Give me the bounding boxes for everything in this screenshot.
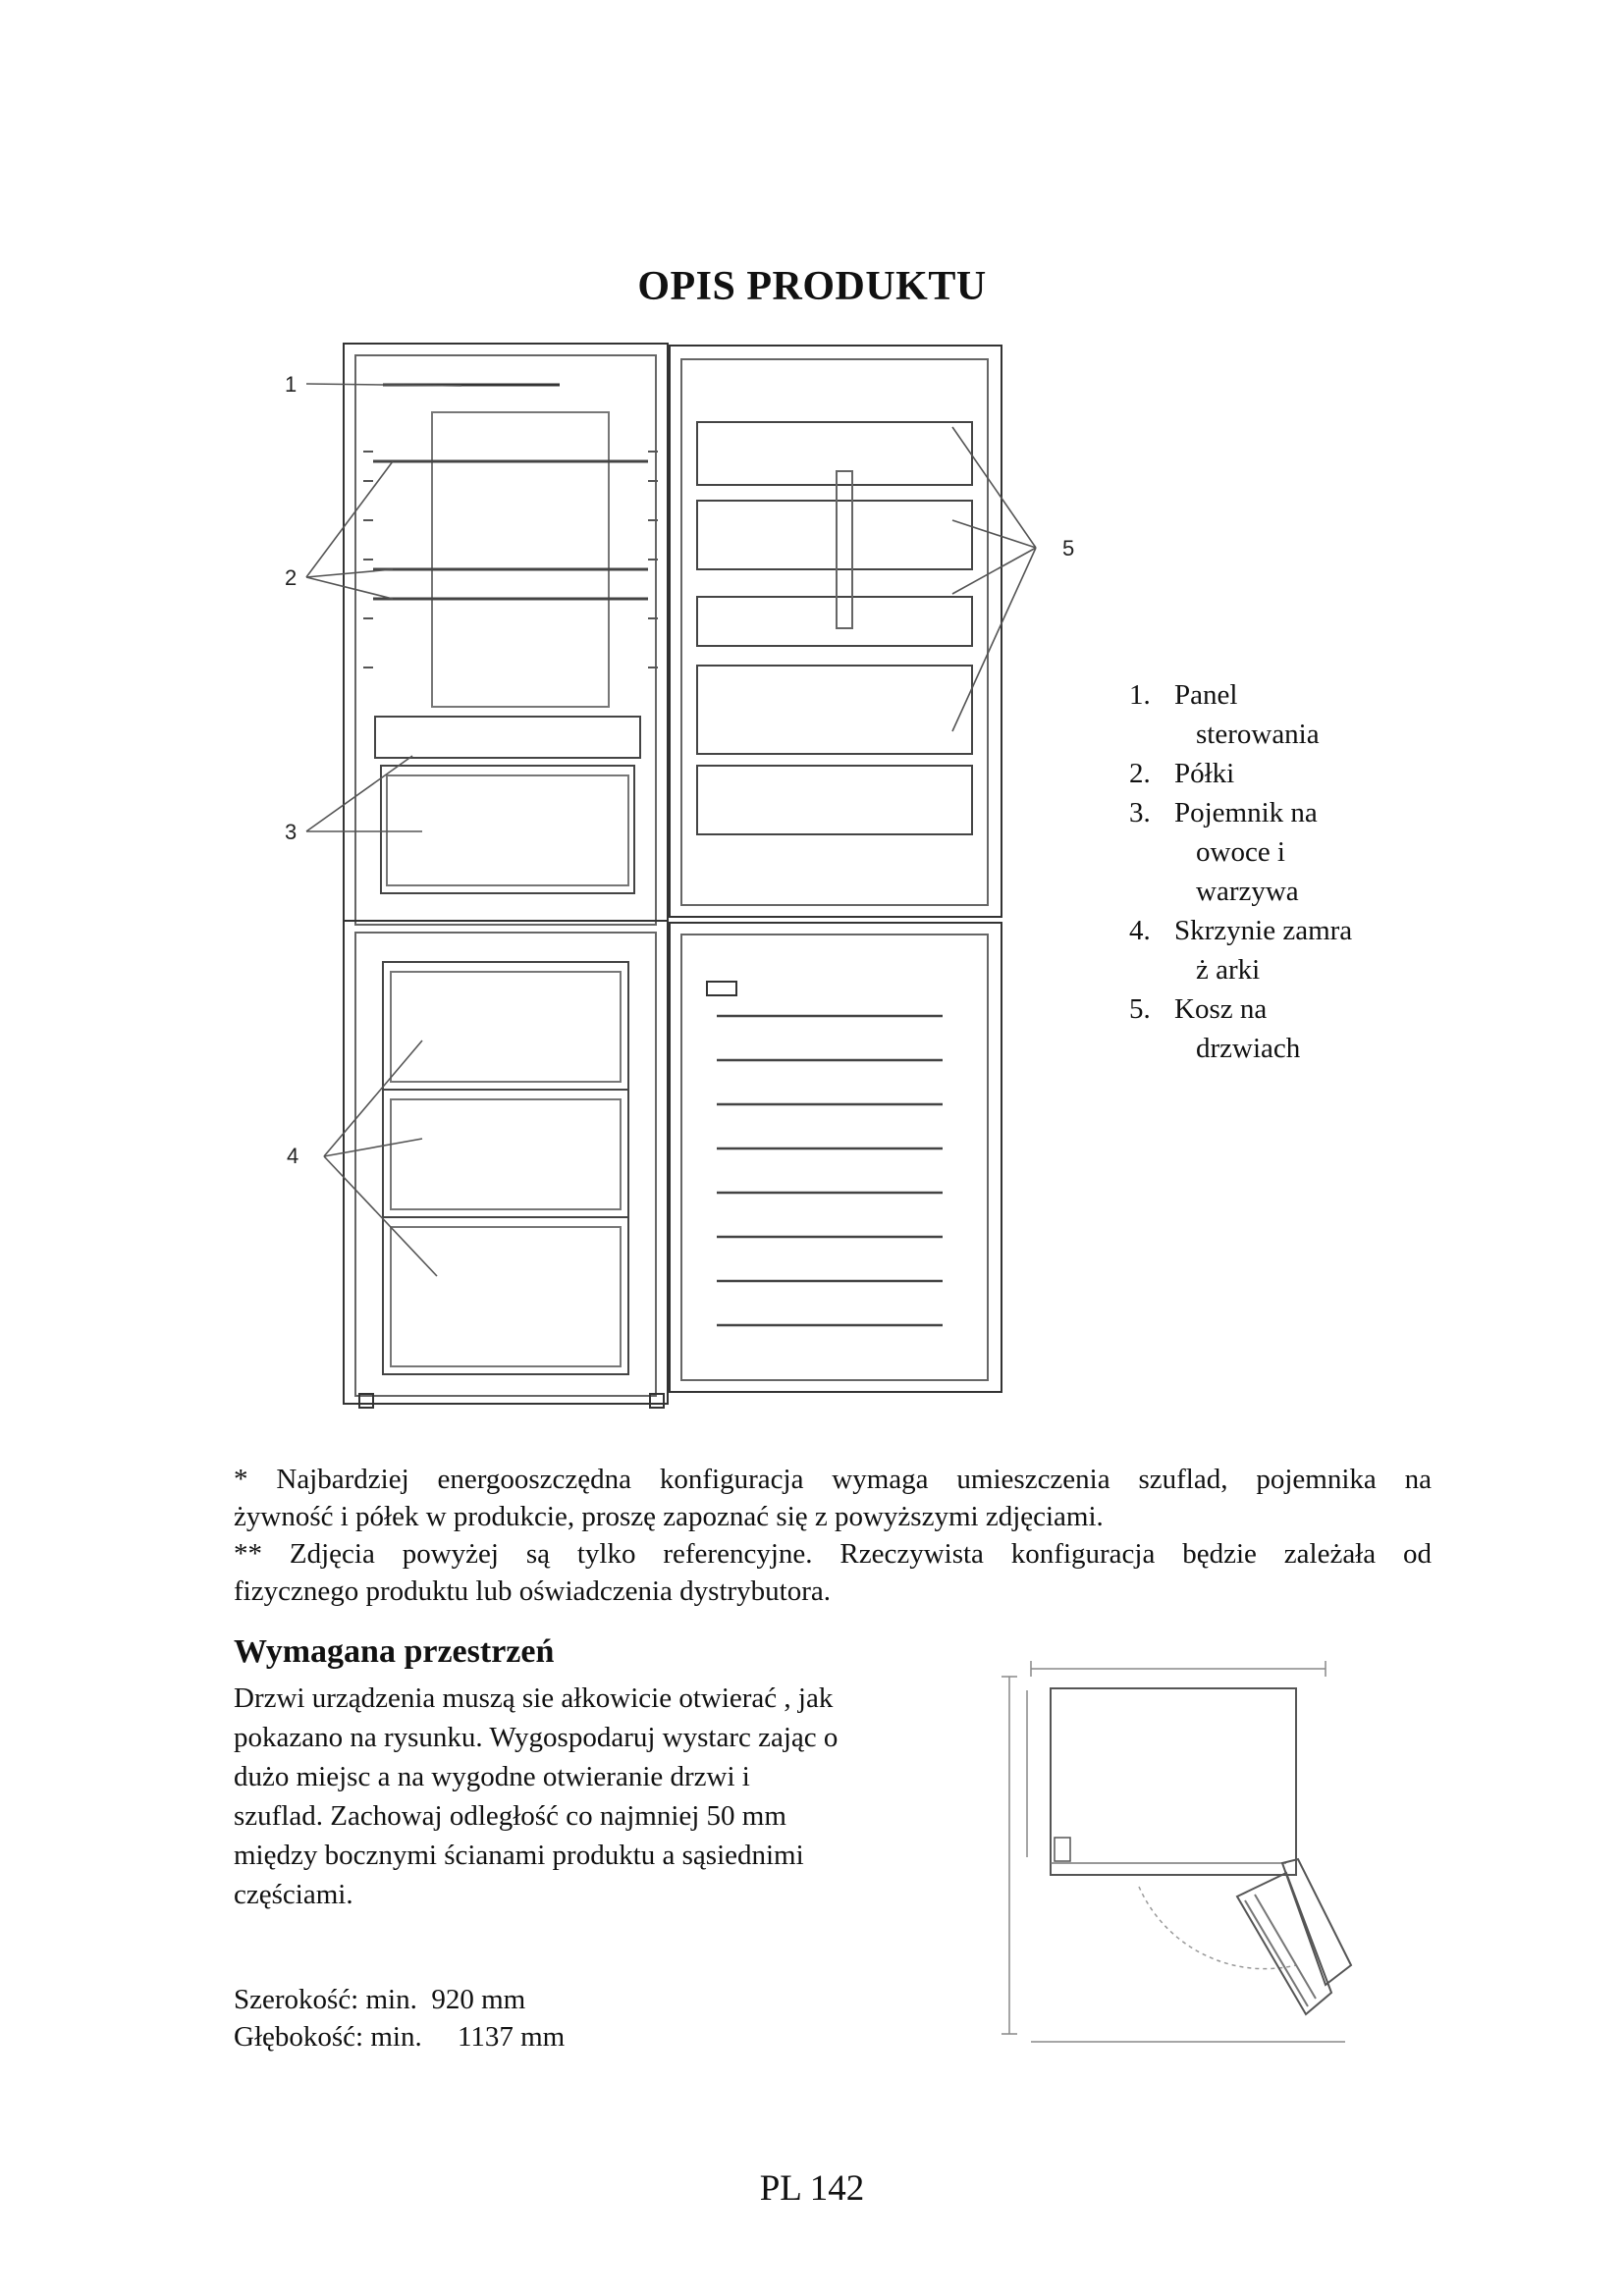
freezer-drawers: [383, 962, 628, 1374]
note-2-line-1: ** Zdjęcia powyżej są tylko referencyjne. Rzeczywista konfiguracja będzie zależała od: [234, 1538, 1432, 1570]
note-1-line-2: żywność i półek w produkcie, proszę zapoznać się z powyższymi zdjęciami.: [234, 1501, 1104, 1532]
section-title: Wymagana przestrzeń: [234, 1633, 555, 1670]
door-bins: [697, 422, 972, 834]
notes: [234, 1461, 1432, 1610]
clearance-drawing: [992, 1641, 1365, 2054]
fridge-body-outline: [344, 344, 668, 1404]
freezer-door-ribs: [717, 1016, 943, 1325]
crisper-drawer: [375, 717, 640, 758]
width-requirement: Szerokość: min. 920 mm: [234, 1984, 526, 2015]
note-2-line-2: fizycznego produktu lub oświadczenia dystrybutora.: [234, 1575, 832, 1607]
dimensions: [234, 1981, 565, 2056]
freezer-door: [670, 923, 1001, 1392]
legend-item: 5. Kosz na drzwiach: [1129, 993, 1301, 1064]
legend-item: 2. Półki: [1129, 758, 1235, 789]
fridge-diagram: [265, 334, 1075, 1423]
fridge-top-view: [1051, 1688, 1296, 1875]
parts-legend: [1129, 675, 1410, 1068]
open-door: [1237, 1859, 1351, 2014]
space-paragraph: Drzwi urządzenia muszą sie ałkowicie otwierać , jak pokazano na rysunku. Wygospodaruj wystarc zając o dużo miejsc a na wygodne otwieranie drzwi i szuflad. Zachowaj odległość co najmniej 50 mm między bocznymi ścianami produktu a sąsiednimi częściami.: [234, 1682, 839, 1910]
legend-item: 1. Panel sterowania: [1129, 679, 1320, 750]
callout-1: 1: [285, 372, 298, 397]
callout-5: 5: [1062, 536, 1075, 561]
callout-2: 2: [285, 565, 298, 590]
legend-item: 3. Pojemnik na owoce i warzywa: [1129, 797, 1318, 907]
fridge-door: [670, 346, 1001, 917]
depth-requirement: Głębokość: min. 1137 mm: [234, 2021, 566, 2053]
note-1-line-1: * Najbardziej energooszczędna konfiguracja wymaga umieszczenia szuflad, pojemnika na: [234, 1464, 1432, 1495]
shelves: [373, 461, 648, 599]
legend-item: 4. Skrzynie zamra ż arki: [1129, 915, 1353, 986]
page-number: PL 142: [759, 2168, 865, 2209]
callout-3: 3: [285, 820, 298, 844]
callout-4: 4: [287, 1144, 299, 1168]
page-title: OPIS PRODUKTU: [637, 264, 987, 309]
